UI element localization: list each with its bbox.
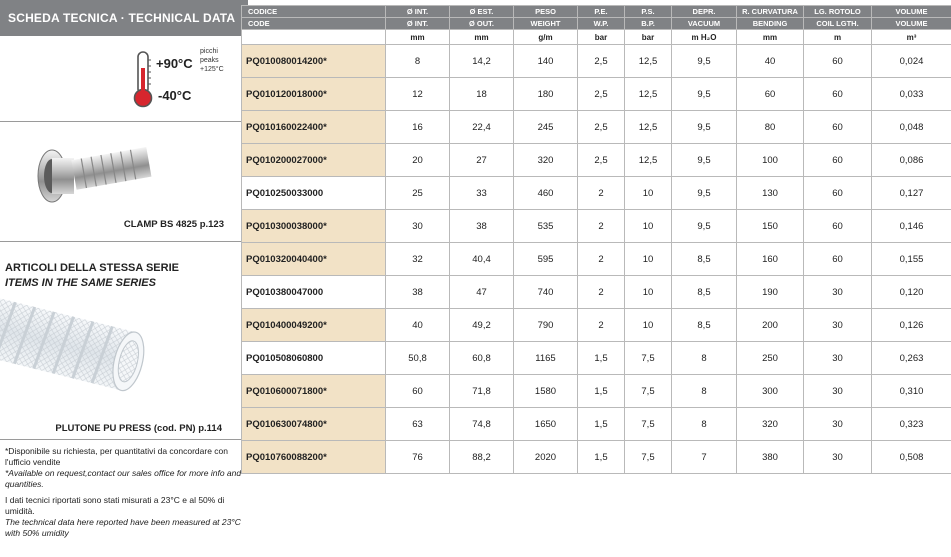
value-cell-vol: 0,024: [872, 45, 951, 78]
product-code-cell: PQ010200027000*: [242, 144, 386, 177]
product-code-cell: PQ010630074800*: [242, 408, 386, 441]
value-cell-int: 25: [386, 177, 450, 210]
table-row: [242, 210, 951, 243]
value-cell-bp: 10: [625, 276, 672, 309]
value-cell-weight: 535: [514, 210, 578, 243]
value-cell-wp: 2,5: [578, 144, 625, 177]
value-cell-vol: 0,146: [872, 210, 951, 243]
value-cell-bend: 190: [737, 276, 804, 309]
value-cell-coil: 30: [804, 309, 872, 342]
value-cell-bp: 12,5: [625, 144, 672, 177]
value-cell-wp: 2: [578, 276, 625, 309]
value-cell-vac: 9,5: [672, 111, 737, 144]
col-header: CODICE: [242, 6, 386, 18]
unit-cell: m³: [872, 30, 951, 45]
table-row: [242, 408, 951, 441]
value-cell-int: 50,8: [386, 342, 450, 375]
value-cell-ext: 27: [450, 144, 514, 177]
header-row-en: [242, 18, 951, 30]
unit-cell: mm: [450, 30, 514, 45]
value-cell-ext: 71,8: [450, 375, 514, 408]
product-code-cell: PQ010300038000*: [242, 210, 386, 243]
product-code-cell: PQ010760088200*: [242, 441, 386, 474]
value-cell-int: 20: [386, 144, 450, 177]
table-row: [242, 375, 951, 408]
hose-image: [0, 294, 150, 402]
temperature-min: -40°C: [158, 88, 192, 103]
value-cell-int: 12: [386, 78, 450, 111]
table-row: [242, 342, 951, 375]
value-cell-vac: 9,5: [672, 45, 737, 78]
col-header: Ø EST.: [450, 6, 514, 18]
header-row-it: [242, 6, 951, 18]
table-row: [242, 243, 951, 276]
note-measurement-it: I dati tecnici riportati sono stati misurati a 23°C e al 50% di umidità.: [5, 495, 225, 516]
value-cell-vol: 0,033: [872, 78, 951, 111]
value-cell-wp: 2,5: [578, 111, 625, 144]
value-cell-int: 63: [386, 408, 450, 441]
value-cell-bp: 7,5: [625, 408, 672, 441]
value-cell-coil: 60: [804, 177, 872, 210]
note-measurement-en: The technical data here reported have been measured at 23°C with 50% umidity: [5, 517, 241, 538]
value-cell-coil: 30: [804, 342, 872, 375]
value-cell-int: 38: [386, 276, 450, 309]
value-cell-int: 60: [386, 375, 450, 408]
col-header: B.P.: [625, 18, 672, 30]
col-header: Ø INT.: [386, 6, 450, 18]
value-cell-weight: 320: [514, 144, 578, 177]
value-cell-bend: 130: [737, 177, 804, 210]
footnotes: [5, 446, 245, 539]
value-cell-coil: 30: [804, 441, 872, 474]
value-cell-vac: 9,5: [672, 210, 737, 243]
value-cell-bend: 320: [737, 408, 804, 441]
value-cell-vac: 9,5: [672, 177, 737, 210]
product-code-cell: PQ010250033000: [242, 177, 386, 210]
left-panel: [0, 0, 248, 557]
divider: [0, 121, 248, 122]
value-cell-vac: 9,5: [672, 78, 737, 111]
col-header: PESO: [514, 6, 578, 18]
value-cell-bp: 10: [625, 177, 672, 210]
divider: [0, 439, 248, 440]
unit-cell: mm: [386, 30, 450, 45]
related-series-title-it: ARTICOLI DELLA STESSA SERIE: [5, 262, 179, 274]
product-code-cell: PQ010160022400*: [242, 111, 386, 144]
table-row: [242, 276, 951, 309]
value-cell-vac: 7: [672, 441, 737, 474]
value-cell-ext: 60,8: [450, 342, 514, 375]
value-cell-weight: 740: [514, 276, 578, 309]
value-cell-bend: 380: [737, 441, 804, 474]
value-cell-wp: 1,5: [578, 375, 625, 408]
table-row: [242, 309, 951, 342]
value-cell-coil: 30: [804, 276, 872, 309]
table-row: [242, 78, 951, 111]
col-header: LG. ROTOLO: [804, 6, 872, 18]
product-code-cell: PQ010080014200*: [242, 45, 386, 78]
value-cell-ext: 38: [450, 210, 514, 243]
clamp-caption: CLAMP BS 4825 p.123: [123, 219, 224, 230]
value-cell-weight: 1650: [514, 408, 578, 441]
value-cell-bend: 150: [737, 210, 804, 243]
value-cell-wp: 1,5: [578, 441, 625, 474]
technical-data-table: [241, 5, 951, 474]
unit-cell: m: [804, 30, 872, 45]
value-cell-int: 8: [386, 45, 450, 78]
value-cell-coil: 60: [804, 243, 872, 276]
value-cell-weight: 2020: [514, 441, 578, 474]
table-row: [242, 441, 951, 474]
value-cell-wp: 2: [578, 243, 625, 276]
value-cell-bend: 60: [737, 78, 804, 111]
col-header: VACUUM: [672, 18, 737, 30]
value-cell-bp: 10: [625, 243, 672, 276]
value-cell-int: 16: [386, 111, 450, 144]
hose-caption: PLUTONE PU PRESS (cod. PN) p.114: [55, 423, 222, 434]
value-cell-wp: 1,5: [578, 342, 625, 375]
value-cell-bend: 80: [737, 111, 804, 144]
value-cell-weight: 245: [514, 111, 578, 144]
table-row: [242, 111, 951, 144]
col-header: CODE: [242, 18, 386, 30]
value-cell-bp: 7,5: [625, 342, 672, 375]
value-cell-vac: 8: [672, 342, 737, 375]
unit-cell: bar: [578, 30, 625, 45]
value-cell-wp: 2,5: [578, 78, 625, 111]
value-cell-vac: 8,5: [672, 243, 737, 276]
value-cell-vol: 0,310: [872, 375, 951, 408]
thermometer-icon: [128, 50, 158, 110]
col-header: Ø INT.: [386, 18, 450, 30]
value-cell-ext: 47: [450, 276, 514, 309]
value-cell-weight: 140: [514, 45, 578, 78]
divider: [0, 241, 248, 242]
value-cell-weight: 180: [514, 78, 578, 111]
unit-cell: m H₂O: [672, 30, 737, 45]
value-cell-bend: 200: [737, 309, 804, 342]
value-cell-wp: 2: [578, 309, 625, 342]
value-cell-coil: 60: [804, 111, 872, 144]
value-cell-bend: 100: [737, 144, 804, 177]
value-cell-vol: 0,126: [872, 309, 951, 342]
col-header: P.S.: [625, 6, 672, 18]
value-cell-ext: 18: [450, 78, 514, 111]
value-cell-vac: 8,5: [672, 276, 737, 309]
value-cell-bend: 160: [737, 243, 804, 276]
value-cell-bp: 10: [625, 210, 672, 243]
value-cell-weight: 460: [514, 177, 578, 210]
value-cell-vac: 8: [672, 375, 737, 408]
col-header: W.P.: [578, 18, 625, 30]
value-cell-coil: 30: [804, 375, 872, 408]
product-code-cell: PQ010508060800: [242, 342, 386, 375]
value-cell-bend: 250: [737, 342, 804, 375]
value-cell-weight: 1580: [514, 375, 578, 408]
value-cell-coil: 60: [804, 210, 872, 243]
value-cell-int: 76: [386, 441, 450, 474]
value-cell-bp: 12,5: [625, 111, 672, 144]
value-cell-coil: 60: [804, 78, 872, 111]
value-cell-weight: 595: [514, 243, 578, 276]
value-cell-ext: 74,8: [450, 408, 514, 441]
product-code-cell: PQ010120018000*: [242, 78, 386, 111]
col-header: VOLUME: [872, 18, 951, 30]
value-cell-vol: 0,323: [872, 408, 951, 441]
col-header: DEPR.: [672, 6, 737, 18]
note-availability-it: *Disponibile su richiesta, per quantitativi da concordare con l'ufficio vendite: [5, 446, 229, 467]
note-availability-en: *Available on request,contact our sales office for more info and quantities.: [5, 468, 242, 489]
table-row: [242, 45, 951, 78]
related-series-title-en: ITEMS IN THE SAME SERIES: [5, 277, 156, 289]
value-cell-bend: 40: [737, 45, 804, 78]
value-cell-wp: 2: [578, 210, 625, 243]
value-cell-bp: 7,5: [625, 441, 672, 474]
col-header: COIL LGTH.: [804, 18, 872, 30]
product-code-cell: PQ010400049200*: [242, 309, 386, 342]
table-body: [242, 45, 951, 474]
unit-cell: bar: [625, 30, 672, 45]
value-cell-wp: 2: [578, 177, 625, 210]
col-header: R. CURVATURA: [737, 6, 804, 18]
value-cell-ext: 40,4: [450, 243, 514, 276]
value-cell-coil: 60: [804, 144, 872, 177]
value-cell-vol: 0,508: [872, 441, 951, 474]
unit-cell: [242, 30, 386, 45]
value-cell-ext: 22,4: [450, 111, 514, 144]
unit-cell: g/m: [514, 30, 578, 45]
value-cell-vac: 9,5: [672, 144, 737, 177]
product-code-cell: PQ010320040400*: [242, 243, 386, 276]
section-header: SCHEDA TECNICA · TECHNICAL DATA: [0, 0, 248, 36]
value-cell-bp: 7,5: [625, 375, 672, 408]
unit-cell: mm: [737, 30, 804, 45]
value-cell-vol: 0,120: [872, 276, 951, 309]
value-cell-ext: 49,2: [450, 309, 514, 342]
value-cell-vol: 0,086: [872, 144, 951, 177]
units-row: [242, 30, 951, 45]
product-code-cell: PQ010600071800*: [242, 375, 386, 408]
product-code-cell: PQ010380047000: [242, 276, 386, 309]
value-cell-int: 40: [386, 309, 450, 342]
value-cell-wp: 1,5: [578, 408, 625, 441]
value-cell-wp: 2,5: [578, 45, 625, 78]
col-header: Ø OUT.: [450, 18, 514, 30]
value-cell-bp: 12,5: [625, 45, 672, 78]
value-cell-vol: 0,127: [872, 177, 951, 210]
value-cell-ext: 88,2: [450, 441, 514, 474]
table-row: [242, 177, 951, 210]
value-cell-vol: 0,155: [872, 243, 951, 276]
value-cell-ext: 33: [450, 177, 514, 210]
value-cell-ext: 14,2: [450, 45, 514, 78]
value-cell-coil: 60: [804, 45, 872, 78]
value-cell-vol: 0,263: [872, 342, 951, 375]
value-cell-coil: 30: [804, 408, 872, 441]
value-cell-weight: 1165: [514, 342, 578, 375]
related-series-title: [5, 261, 179, 291]
col-header: VOLUME: [872, 6, 951, 18]
value-cell-vac: 8: [672, 408, 737, 441]
value-cell-vac: 8,5: [672, 309, 737, 342]
col-header: BENDING: [737, 18, 804, 30]
col-header: P.E.: [578, 6, 625, 18]
value-cell-vol: 0,048: [872, 111, 951, 144]
value-cell-bp: 12,5: [625, 78, 672, 111]
value-cell-bend: 300: [737, 375, 804, 408]
clamp-fitting-image: [32, 140, 156, 210]
temperature-peaks: picchi peaks +125°C: [200, 48, 224, 73]
value-cell-int: 30: [386, 210, 450, 243]
col-header: WEIGHT: [514, 18, 578, 30]
table-row: [242, 144, 951, 177]
value-cell-int: 32: [386, 243, 450, 276]
value-cell-bp: 10: [625, 309, 672, 342]
temperature-max: +90°C: [156, 56, 193, 71]
value-cell-weight: 790: [514, 309, 578, 342]
